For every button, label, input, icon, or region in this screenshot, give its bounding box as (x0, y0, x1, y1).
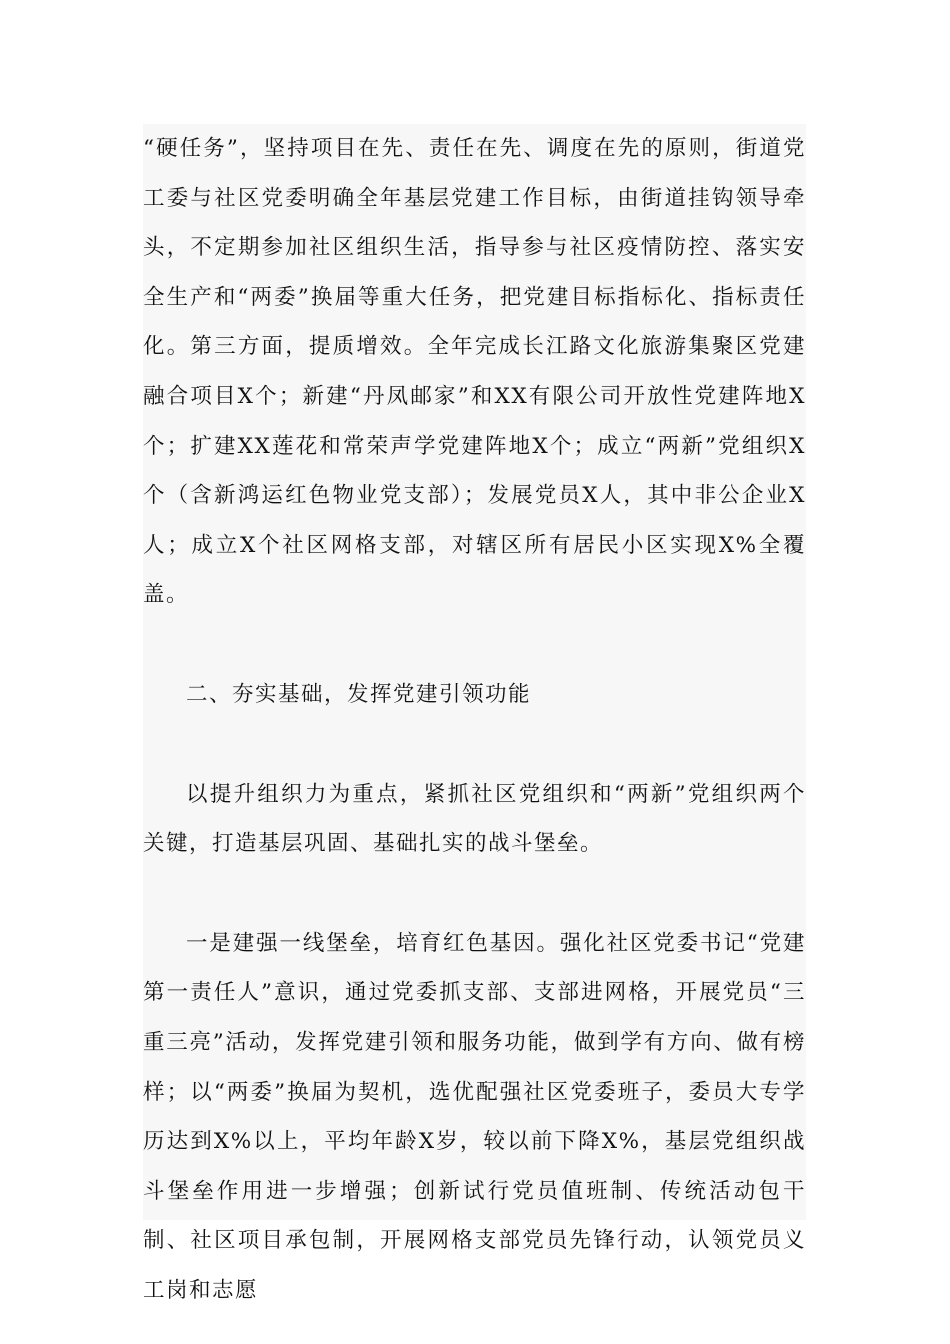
document-body (143, 124, 806, 1315)
paragraph-section-intro: 以提升组织力为重点，紧抓社区党组织和“两新”党组织两个关键，打造基层巩固、基础扎实的战斗堡垒。 (143, 781, 806, 857)
paragraph-continuation: “硬任务”，坚持项目在先、责任在先、调度在先的原则，街道党工委与社区党委明确全年基层党建工作目标，由街道挂钩领导牵头，不定期参加社区组织生活，指导参与社区疫情防控、落实安全生产和“两委”换届等重大任务，把党建目标指标化、指标责任化。第三方面，提质增效。全年完成长江路文化旅游集聚区党建融合项目X个；新建“丹凤邮家”和XX有限公司开放性党建阵地X个；扩建XX莲花和常荣声学党建阵地X个；成立“两新”党组织X个（含新鸿运红色物业党支部）；发展党员X人，其中非公企业X人；成立X个社区网格支部，对辖区所有居民小区实现X%全覆盖。 (143, 136, 806, 608)
section-heading: 二、夯实基础，发挥党建引领功能 (186, 681, 532, 707)
paragraph-point-one: 一是建强一线堡垒，培育红色基因。强化社区党委书记“党建第一责任人”意识，通过党委抓支部、支部进网格，开展党员“三重三亮”活动，发挥党建引领和服务功能，做到学有方向、做有榜样；以“两委”换届为契机，选优配强社区党委班子，委员大专学历达到X%以上，平均年龄X岁，较以前下降X%，基层党组织战斗堡垒作用进一步增强；创新试行党员值班制、传统活动包干制、社区项目承包制，开展网格支部党员先锋行动，认领党员义工岗和志愿 (143, 930, 806, 1303)
